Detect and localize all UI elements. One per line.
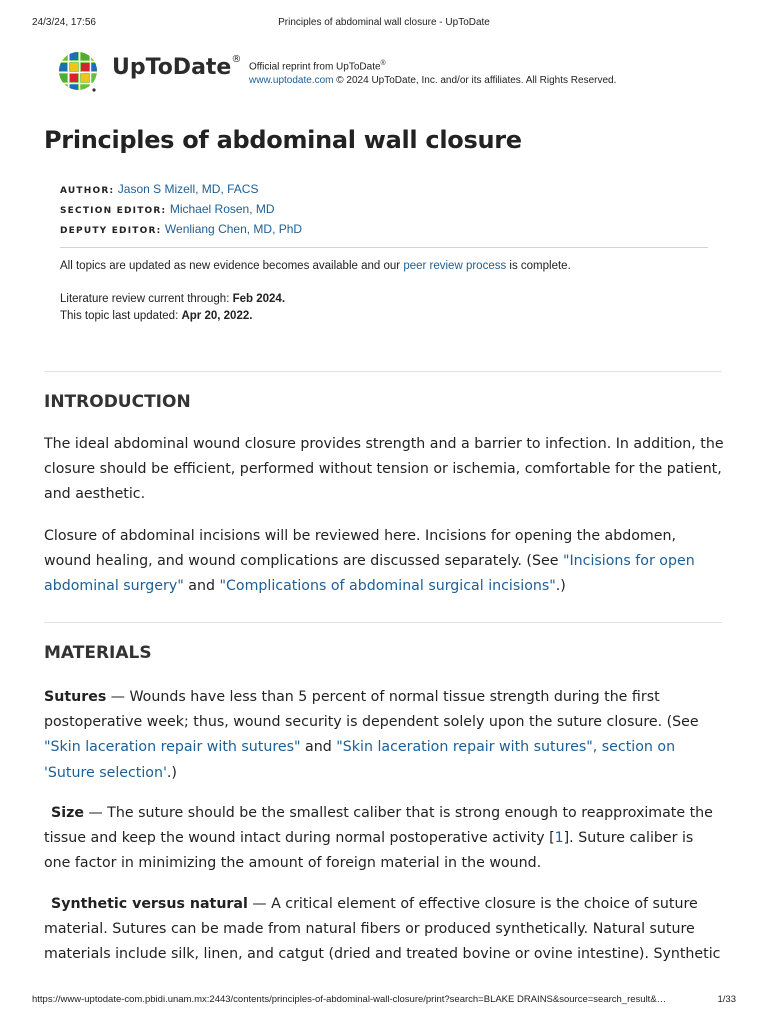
- peer-review-link[interactable]: peer review process: [403, 260, 507, 272]
- synthetic-natural-term: Synthetic versus natural: [51, 896, 248, 912]
- section-editor-link[interactable]: Michael Rosen, MD: [169, 202, 275, 216]
- sutures-term: Sutures: [44, 689, 107, 705]
- materials-heading: MATERIALS: [44, 643, 152, 663]
- print-timestamp: 24/3/24, 17:56: [32, 17, 96, 28]
- credit-deputy-editor: DEPUTY EDITOR: Wenliang Chen, MD, PhD: [60, 222, 303, 236]
- credit-label: SECTION EDITOR: [60, 206, 162, 216]
- credits-divider: [60, 247, 708, 248]
- article-credits: [60, 180, 302, 240]
- reference-1-link[interactable]: 1: [554, 830, 564, 847]
- size-paragraph: Size — The suture should be the smallest caliber that is strong enough to reapproximate the tissue and keep the wound intact during normal postoperative activity [1]. Suture caliber is one factor in minimizing the amount of foreign material in the wound.: [44, 805, 713, 872]
- credit-label: DEPUTY EDITOR: [60, 226, 157, 236]
- review-statement: All topics are updated as new evidence becomes available and our peer review process is complete.: [60, 260, 571, 272]
- synthetic-natural-paragraph: Synthetic versus natural — A critical element of effective closure is the choice of suture material. Sutures can be made from natural fibers or produced synthetically. Natural suture materials include silk, linen, and catgut (dried and treated bovine or ovine intestine). Synthetic: [44, 896, 721, 963]
- skin-laceration-link[interactable]: "Skin laceration repair with sutures": [44, 739, 301, 756]
- incisions-open-surgery-link[interactable]: "Incisions for open abdominal surgery": [44, 553, 695, 595]
- introduction-paragraph-2: Closure of abdominal incisions will be reviewed here. Incisions for opening the abdomen, wound healing, and wound complications are discussed separately. (See "Incisions for open abdominal surgery" and "Complications of abdominal surgical incisions".): [44, 528, 695, 595]
- size-term: Size: [51, 805, 84, 821]
- brand-name: UpToDate®: [112, 53, 242, 80]
- page-title: Principles of abdominal wall closure: [44, 126, 522, 154]
- print-header: [0, 17, 768, 31]
- literature-review-date: Literature review current through: Feb 2024.: [60, 293, 286, 305]
- credit-label: AUTHOR: [60, 186, 110, 196]
- uptodate-site-link[interactable]: www.uptodate.com: [249, 75, 334, 87]
- sutures-paragraph: Sutures — Wounds have less than 5 percent of normal tissue strength during the first postoperative week; thus, wound security is dependent solely upon the suture closure. (See "Skin laceration repair with sutures" and "Skin laceration repair with sutures", section on 'Suture selection'.): [44, 689, 699, 781]
- complications-incisions-link[interactable]: "Complications of abdominal surgical incisions": [219, 578, 556, 595]
- section-divider: [44, 371, 722, 372]
- print-footer: [0, 994, 768, 1008]
- copyright-text: © 2024 UpToDate, Inc. and/or its affiliates. All Rights Reserved.: [333, 75, 617, 87]
- credit-author: AUTHOR: Jason S Mizell, MD, FACS: [60, 182, 259, 196]
- reprint-notice: Official reprint from UpToDate® www.uptodate.com © 2024 UpToDate, Inc. and/or its affiliates. All Rights Reserved.: [249, 60, 617, 87]
- introduction-paragraph-1: The ideal abdominal wound closure provides strength and a barrier to infection. In addition, the closure should be efficient, performed without tension or ischemia, comfortable for the patient, and aesthetic.: [44, 436, 724, 503]
- uptodate-logo-icon: [57, 50, 99, 94]
- deputy-editor-link[interactable]: Wenliang Chen, MD, PhD: [164, 222, 303, 236]
- reprint-line: Official reprint from UpToDate: [249, 61, 381, 73]
- credit-section-editor: SECTION EDITOR: Michael Rosen, MD: [60, 202, 275, 216]
- introduction-heading: INTRODUCTION: [44, 392, 191, 412]
- review-info: [60, 258, 571, 325]
- print-page-title: Principles of abdominal wall closure - UpToDate: [278, 17, 490, 28]
- suture-selection-link[interactable]: "Skin laceration repair with sutures", section on 'Suture selection': [44, 739, 676, 781]
- section-divider: [44, 622, 722, 623]
- author-link[interactable]: Jason S Mizell, MD, FACS: [117, 182, 259, 196]
- page-number: 1/33: [717, 994, 736, 1005]
- print-url: https://www-uptodate-com.pbidi.unam.mx:2443/contents/principles-of-abdominal-wall-closure/print?search=BLAKE DRAINS&source=search_result&…: [32, 994, 667, 1005]
- last-updated-date: This topic last updated: Apr 20, 2022.: [60, 310, 253, 322]
